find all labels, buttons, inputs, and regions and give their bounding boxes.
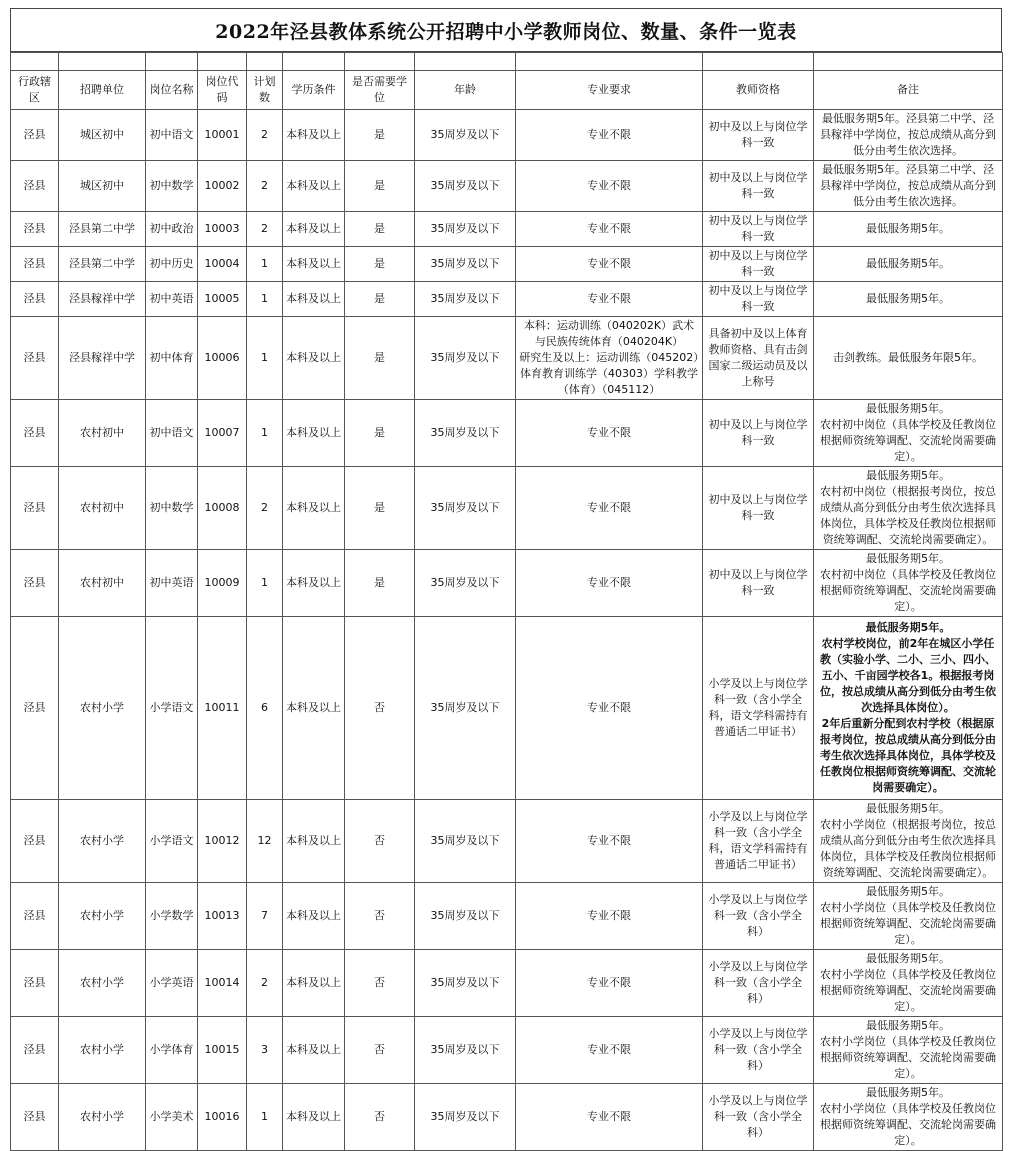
cell-remark: 击剑教练。最低服务年限5年。 [814,317,1003,400]
cell-degree: 否 [345,1017,415,1084]
cell-cert: 初中及以上与岗位学科一致 [703,110,814,161]
cell-age: 35周岁及以下 [415,1017,516,1084]
cell-cert: 初中及以上与岗位学科一致 [703,247,814,282]
cell-degree: 是 [345,247,415,282]
table-row [11,317,1003,400]
cell-age: 35周岁及以下 [415,317,516,400]
cell-major: 专业不限 [516,400,703,467]
cell-edu: 本科及以上 [283,161,345,212]
cell-major: 专业不限 [516,161,703,212]
cell-unit: 城区初中 [59,110,146,161]
cell-age: 35周岁及以下 [415,883,516,950]
header-cell: 学历条件 [283,71,345,110]
header-cell: 是否需要学位 [345,71,415,110]
cell-unit: 农村小学 [59,950,146,1017]
header-cell: 专业要求 [516,71,703,110]
header-cell: 年龄 [415,71,516,110]
cell-remark: 最低服务期5年。泾县第二中学、泾县稼祥中学岗位，按总成绩从高分到低分由考生依次选择。 [814,110,1003,161]
cell-post: 初中历史 [146,247,198,282]
cell-count: 6 [247,617,283,800]
cell-unit: 农村小学 [59,800,146,883]
cell-count: 2 [247,467,283,550]
cell-post: 小学语文 [146,617,198,800]
cell-remark: 最低服务期5年。 农村初中岗位（具体学校及任教岗位根据师资统筹调配、交流轮岗需要确定）。 [814,400,1003,467]
cell-post: 初中体育 [146,317,198,400]
cell-code: 10005 [198,282,247,317]
cell-age: 35周岁及以下 [415,467,516,550]
cell-count: 1 [247,282,283,317]
cell-age: 35周岁及以下 [415,282,516,317]
table-row [11,550,1003,617]
cell-edu: 本科及以上 [283,467,345,550]
cell-major: 专业不限 [516,467,703,550]
cell-degree: 是 [345,467,415,550]
cell-edu: 本科及以上 [283,800,345,883]
cell-cert: 初中及以上与岗位学科一致 [703,161,814,212]
cell-major: 专业不限 [516,247,703,282]
cell-major: 专业不限 [516,110,703,161]
cell-post: 初中数学 [146,161,198,212]
cell-major: 专业不限 [516,282,703,317]
cell-code: 10008 [198,467,247,550]
cell-age: 35周岁及以下 [415,247,516,282]
cell-remark: 最低服务期5年。 农村小学岗位（具体学校及任教岗位根据师资统筹调配、交流轮岗需要确定）。 [814,1084,1003,1151]
cell-unit: 农村初中 [59,467,146,550]
cell-unit: 农村小学 [59,1084,146,1151]
cell-age: 35周岁及以下 [415,110,516,161]
cell-district: 泾县 [11,883,59,950]
cell-remark: 最低服务期5年。 农村初中岗位（具体学校及任教岗位根据师资统筹调配、交流轮岗需要确定）。 [814,550,1003,617]
cell-unit: 泾县稼祥中学 [59,317,146,400]
cell-edu: 本科及以上 [283,317,345,400]
cell-major: 专业不限 [516,883,703,950]
cell-code: 10002 [198,161,247,212]
cell-post: 初中英语 [146,550,198,617]
cell-cert: 初中及以上与岗位学科一致 [703,400,814,467]
cell-age: 35周岁及以下 [415,550,516,617]
cell-district: 泾县 [11,282,59,317]
page-title: 2022年泾县教体系统公开招聘中小学教师岗位、数量、条件一览表 [10,8,1002,52]
cell-district: 泾县 [11,161,59,212]
cell-code: 10011 [198,617,247,800]
cell-cert: 小学及以上与岗位学科一致（含小学全科，语文学科需持有普通话二甲证书） [703,800,814,883]
cell-post: 小学语文 [146,800,198,883]
cell-district: 泾县 [11,800,59,883]
cell-degree: 否 [345,800,415,883]
cell-district: 泾县 [11,1017,59,1084]
cell-count: 1 [247,400,283,467]
cell-remark: 最低服务期5年。泾县第二中学、泾县稼祥中学岗位，按总成绩从高分到低分由考生依次选择。 [814,161,1003,212]
cell-remark: 最低服务期5年。 农村初中岗位（根据报考岗位，按总成绩从高分到低分由考生依次选择具体岗位，具体学校及任教岗位根据师资统筹调配、交流轮岗需要确定）。 [814,467,1003,550]
cell-degree: 是 [345,161,415,212]
cell-cert: 具备初中及以上体育教师资格、具有击剑国家二级运动员及以上称号 [703,317,814,400]
cell-code: 10004 [198,247,247,282]
cell-age: 35周岁及以下 [415,161,516,212]
cell-unit: 泾县第二中学 [59,247,146,282]
cell-count: 2 [247,950,283,1017]
cell-unit: 农村初中 [59,400,146,467]
cell-post: 小学数学 [146,883,198,950]
cell-count: 7 [247,883,283,950]
table-row [11,247,1003,282]
cell-code: 10006 [198,317,247,400]
cell-degree: 否 [345,617,415,800]
cell-edu: 本科及以上 [283,1017,345,1084]
header-cell: 岗位名称 [146,71,198,110]
cell-remark: 最低服务期5年。 [814,282,1003,317]
recruitment-table [10,52,1003,1151]
header-cell: 行政辖区 [11,71,59,110]
cell-cert: 小学及以上与岗位学科一致（含小学全科） [703,1017,814,1084]
header-cell: 备注 [814,71,1003,110]
cell-edu: 本科及以上 [283,950,345,1017]
cell-code: 10016 [198,1084,247,1151]
cell-degree: 否 [345,883,415,950]
cell-degree: 是 [345,317,415,400]
cell-district: 泾县 [11,467,59,550]
table-row [11,950,1003,1017]
cell-degree: 否 [345,1084,415,1151]
cell-code: 10009 [198,550,247,617]
cell-remark: 最低服务期5年。 农村小学岗位（具体学校及任教岗位根据师资统筹调配、交流轮岗需要确定）。 [814,883,1003,950]
table-row [11,883,1003,950]
cell-post: 初中语文 [146,400,198,467]
cell-code: 10013 [198,883,247,950]
table-row [11,212,1003,247]
cell-count: 2 [247,212,283,247]
cell-unit: 泾县第二中学 [59,212,146,247]
cell-unit: 城区初中 [59,161,146,212]
cell-major: 专业不限 [516,950,703,1017]
cell-cert: 初中及以上与岗位学科一致 [703,282,814,317]
cell-edu: 本科及以上 [283,550,345,617]
cell-count: 1 [247,317,283,400]
cell-code: 10003 [198,212,247,247]
table-row [11,617,1003,800]
cell-district: 泾县 [11,950,59,1017]
cell-cert: 小学及以上与岗位学科一致（含小学全科） [703,883,814,950]
cell-unit: 农村小学 [59,883,146,950]
cell-major: 专业不限 [516,550,703,617]
table-row [11,467,1003,550]
cell-remark: 最低服务期5年。 农村小学岗位（具体学校及任教岗位根据师资统筹调配、交流轮岗需要确定）。 [814,950,1003,1017]
cell-major: 专业不限 [516,800,703,883]
cell-district: 泾县 [11,317,59,400]
table-row [11,161,1003,212]
cell-unit: 农村小学 [59,1017,146,1084]
cell-count: 1 [247,1084,283,1151]
cell-major: 专业不限 [516,617,703,800]
cell-cert: 小学及以上与岗位学科一致（含小学全科） [703,1084,814,1151]
header-cell: 教师资格 [703,71,814,110]
cell-cert: 小学及以上与岗位学科一致（含小学全科） [703,950,814,1017]
cell-degree: 是 [345,212,415,247]
cell-age: 35周岁及以下 [415,1084,516,1151]
cell-edu: 本科及以上 [283,883,345,950]
table-row [11,800,1003,883]
header-cell: 岗位代码 [198,71,247,110]
cell-edu: 本科及以上 [283,282,345,317]
cell-district: 泾县 [11,400,59,467]
cell-edu: 本科及以上 [283,247,345,282]
table-row [11,1017,1003,1084]
cell-district: 泾县 [11,550,59,617]
cell-post: 初中数学 [146,467,198,550]
cell-post: 初中英语 [146,282,198,317]
cell-post: 小学美术 [146,1084,198,1151]
cell-edu: 本科及以上 [283,1084,345,1151]
cell-post: 初中政治 [146,212,198,247]
table-row [11,282,1003,317]
cell-major: 专业不限 [516,1017,703,1084]
cell-remark: 最低服务期5年。 [814,212,1003,247]
cell-count: 12 [247,800,283,883]
header-cell: 计划数 [247,71,283,110]
cell-count: 1 [247,247,283,282]
table-body [11,53,1003,1151]
cell-degree: 是 [345,550,415,617]
cell-degree: 是 [345,400,415,467]
cell-cert: 初中及以上与岗位学科一致 [703,550,814,617]
cell-remark: 最低服务期5年。 农村小学岗位（具体学校及任教岗位根据师资统筹调配、交流轮岗需要确定）。 [814,1017,1003,1084]
cell-post: 小学英语 [146,950,198,1017]
table-row [11,110,1003,161]
cell-unit: 农村小学 [59,617,146,800]
cell-code: 10007 [198,400,247,467]
cell-code: 10001 [198,110,247,161]
cell-major: 专业不限 [516,1084,703,1151]
cell-edu: 本科及以上 [283,110,345,161]
cell-age: 35周岁及以下 [415,617,516,800]
cell-district: 泾县 [11,247,59,282]
cell-unit: 泾县稼祥中学 [59,282,146,317]
cell-remark: 最低服务期5年。 农村学校岗位，前2年在城区小学任教（实验小学、二小、三小、四小、五小、千亩园学校各1。根据报考岗位，按总成绩从高分到低分由考生依次选择具体岗位）。 2年后重新分配到农村学校（根据原报考岗位，按总成绩从高分到低分由考生依次选择具体岗位，具体学校及任教岗位根据师资统筹调配、交流轮岗需要确定）。 [814,617,1003,800]
table-row [11,400,1003,467]
cell-cert: 初中及以上与岗位学科一致 [703,212,814,247]
cell-district: 泾县 [11,212,59,247]
cell-district: 泾县 [11,1084,59,1151]
cell-code: 10015 [198,1017,247,1084]
cell-edu: 本科及以上 [283,212,345,247]
cell-remark: 最低服务期5年。 [814,247,1003,282]
cell-district: 泾县 [11,617,59,800]
cell-age: 35周岁及以下 [415,212,516,247]
cell-code: 10014 [198,950,247,1017]
table-header-row [11,71,1003,110]
cell-major: 本科：运动训练（040202K）武术与民族传统体育（040204K） 研究生及以上：运动训练（045202）体育教育训练学（40303）学科教学（体育）（045112） [516,317,703,400]
cell-degree: 否 [345,950,415,1017]
cell-edu: 本科及以上 [283,400,345,467]
cell-count: 2 [247,110,283,161]
table-spacer-row [11,53,1003,71]
cell-remark: 最低服务期5年。 农村小学岗位（根据报考岗位，按总成绩从高分到低分由考生依次选择具体岗位，具体学校及任教岗位根据师资统筹调配、交流轮岗需要确定）。 [814,800,1003,883]
cell-degree: 是 [345,110,415,161]
cell-post: 小学体育 [146,1017,198,1084]
cell-age: 35周岁及以下 [415,400,516,467]
cell-cert: 小学及以上与岗位学科一致（含小学全科，语文学科需持有普通话二甲证书） [703,617,814,800]
cell-degree: 是 [345,282,415,317]
cell-count: 2 [247,161,283,212]
cell-age: 35周岁及以下 [415,950,516,1017]
cell-district: 泾县 [11,110,59,161]
cell-count: 3 [247,1017,283,1084]
cell-edu: 本科及以上 [283,617,345,800]
cell-cert: 初中及以上与岗位学科一致 [703,467,814,550]
header-cell: 招聘单位 [59,71,146,110]
cell-unit: 农村初中 [59,550,146,617]
cell-code: 10012 [198,800,247,883]
cell-age: 35周岁及以下 [415,800,516,883]
cell-post: 初中语文 [146,110,198,161]
table-row [11,1084,1003,1151]
cell-count: 1 [247,550,283,617]
cell-major: 专业不限 [516,212,703,247]
